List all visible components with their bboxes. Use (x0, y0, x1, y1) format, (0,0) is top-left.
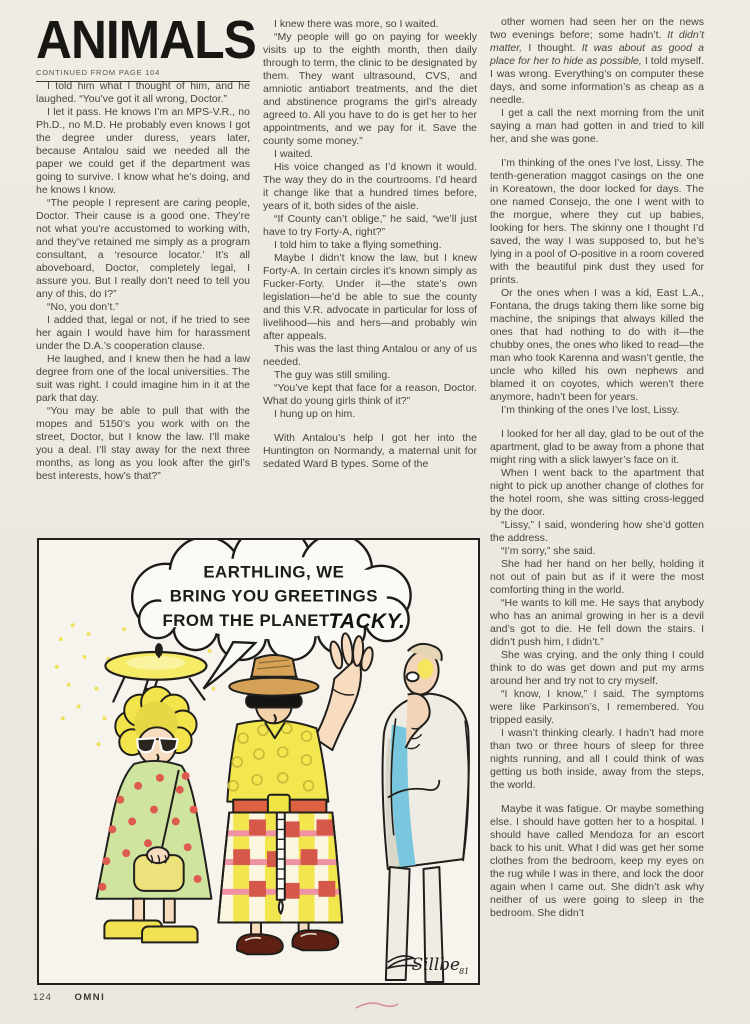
paragraph: I wasn’t thinking clearly. I hadn’t had more than two or three hours of sleep for three nights running, and all I could think of was getting us both inside, away from the steps, the world. (490, 727, 704, 791)
article-header (36, 10, 256, 82)
paragraph: I told him what I thought of him, and he laughed. “You’ve got it all wrong, Doctor.” (36, 80, 250, 105)
speech-emphasis: TACKY. (328, 610, 406, 634)
paragraph: She was crying, and the only thing I could think to do was get down and put my arms around her and try not to cry myself. (490, 649, 704, 687)
speech-line-2: BRING YOU GREETINGS (169, 586, 378, 606)
paragraph: When I went back to the apartment that night to pick up another change of clothes for the hotel room, she was sitting cross-legged by the door. (490, 467, 704, 518)
paragraph: “If County can’t oblige,” he said, “we’ll just have to try Forty-A, right?” (263, 213, 477, 238)
text-segment-italic: It was about as good a place for her to hide as possible, (490, 42, 705, 67)
alien-woman (96, 687, 211, 943)
paragraph: With Antalou’s help I got her into the Huntington on Normandy, a maternal unit for sedated Ward B types. Some of the (263, 432, 477, 470)
page-footer (33, 992, 105, 1003)
paragraph: I’m thinking of the ones I’ve lost, Lissy. The tenth-generation maggot casings on the one in Koreatown, the door locked for days. The one named Consejo, the one I went with to the morgue, where they cut up babies, looking for hers. The skinny one I thought I’d saved, the way I was supposed to, but he’s lying in a pool of O-positive in a room covered with the beautiful pink dust they used for prints. (490, 157, 704, 286)
paragraph: “Lissy,” I said, wondering how she’d gotten the address. (490, 519, 704, 544)
text-column-3 (490, 16, 704, 920)
article-title: ANIMALS (36, 10, 256, 70)
paragraph: “I’m sorry,” she said. (501, 545, 596, 557)
speech-line-1: EARTHLING, WE (203, 562, 345, 582)
paragraph: He laughed, and I knew then he had a law degree from one of the local universities. The suit was right. I could imagine him in it at the park that day. (36, 353, 250, 404)
paragraph: “I know, I know,” I said. The symptoms were like Parkinson’s, I remembered. You tripped easily. (490, 688, 704, 726)
stray-pen-mark (352, 998, 402, 1012)
paragraph: “You’ve kept that face for a reason, Doctor. What do young girls think of it?” (263, 382, 477, 407)
paragraph: Maybe it was fatigue. Or maybe something else. I should have gotten her to a hospital. I should have called Mendoza for an escort back to his unit. What I did was get her some clothes from the bedroom, keep my eyes on the rug while I was in there, and lock the door again when I came out. She didn’t ask why neither of us were going to sleep in the bedroom. She didn’t (490, 803, 704, 919)
paragraph: His voice changed as I’d known it would. The way they do in the courtrooms. I’d heard it change like that a hundred times before, years of it, both sides of the aisle. (263, 161, 477, 212)
page-number: 124 (33, 992, 52, 1003)
paragraph: I told him to take a flying something. (274, 239, 442, 251)
paragraph: I let it pass. He knows I’m an MPS-V.R., no Ph.D., no M.D. He probably even knows I got the degree under duress, years later, because Antalou said we needed all the paper we could get if the department was going to survive. I know what he’s doing, and he knows I know. (36, 106, 250, 196)
cartoon-panel (37, 538, 480, 985)
signature-year: 81 (459, 967, 470, 977)
paragraph: I’m thinking of the ones I’ve lost, Lissy. (501, 404, 680, 416)
paragraph: Or the ones when I was a kid, East L.A., Fontana, the drugs taking them like some big machine, the snipings that always killed the ones that had nothing to do with it—the chubby ones, the ones who liked to read—the man who took Karenna and wasn’t gentle, the uncle who killed his own nephews and blamed it on coyotes, which weren’t there anymore, hadn’t been for years. (490, 287, 704, 403)
paragraph: I waited. (274, 148, 314, 160)
paragraph: “No, you don’t.” (47, 301, 119, 313)
paragraph: “The people I represent are caring people, Doctor. Their cause is a good one. They’re not what you’re accustomed to working with, and they’ve retained me simply as a program consultant, a ‘resource locator.’ It’s all aboveboard, Doctor, completely legal, I assure you. But I really don’t need to tell you any of this, do I?” (36, 197, 250, 300)
text-segment: other women had seen her on the news two evenings before; some hadn’t. (490, 16, 704, 41)
text-segment: I thought. (522, 42, 582, 54)
paragraph: I looked for her all day, glad to be out of the apartment, glad to be away from a phone that might ring with a slick lawyer’s face on it. (490, 428, 704, 466)
text-segment: I told myself. I was wrong. Everything’s on computer these days, and some information’s as cheap as a needle. (490, 55, 704, 106)
paragraph: Maybe I didn’t know the law, but I knew Forty-A. In certain circles it’s known simply as Fucker-Forty. Under it—the state’s own legislation—he’d be able to sue the county and this V.R. advocate in particular for loss of livelihood—his and hers—and probably win after appeals. (263, 252, 477, 342)
cartoon-illustration (39, 540, 478, 983)
text-column-2 (263, 18, 477, 471)
bystander-man (383, 644, 469, 982)
signature-text: Sillbe (411, 954, 461, 975)
paragraph: I added that, legal or not, if he tried to see her again I would have him for harassment under the D.A.’s cooperation clause. (36, 314, 250, 352)
paragraph (490, 16, 704, 107)
paragraph: I get a call the next morning from the unit saying a man had gotten in and tried to kill her, and she was gone. (490, 107, 704, 145)
alien-man (217, 633, 374, 955)
paragraph: I hung up on him. (274, 408, 356, 420)
text-segment-italic: It didn’t matter, (490, 29, 704, 54)
paragraph: “My people will go on paying for weekly visits up to the eighth month, then daily through to term, the clinic to be designated by them. They want ultrasound, CVS, and amniotic antiabort treatments, and the diet and abstinence programs the girl’s already agreed to. All you have to do is get her to her appointments, and we pay for it. Save the county some money.” (263, 31, 477, 147)
paragraph: She had her hand on her belly, holding it not out of pain but as if it were the most comforting thing in the world. (490, 558, 704, 596)
speech-line-3: FROM THE PLANET (162, 611, 330, 631)
paragraph: “He wants to kill me. He says that anybody who has an animal growing in her is a devil and’s got to die. He fell down the stairs. I didn’t push him, I didn’t.” (490, 597, 704, 648)
paragraph: I knew there was more, so I waited. (274, 18, 439, 30)
paragraph: The guy was still smiling. (274, 369, 391, 381)
paragraph: “You may be able to pull that with the mopes and 5150’s you work with on the street, Doctor, but I know the law. I’ll make you a deal. I’ll stay away for the next three months, as long as you look after the girl’s best interests, how’s that?” (36, 405, 250, 482)
text-column-1 (36, 80, 250, 483)
continued-from-note: CONTINUED FROM PAGE 104 (36, 68, 161, 77)
magazine-name: OMNI (74, 992, 106, 1003)
paragraph: This was the last thing Antalou or any of us needed. (263, 343, 477, 368)
